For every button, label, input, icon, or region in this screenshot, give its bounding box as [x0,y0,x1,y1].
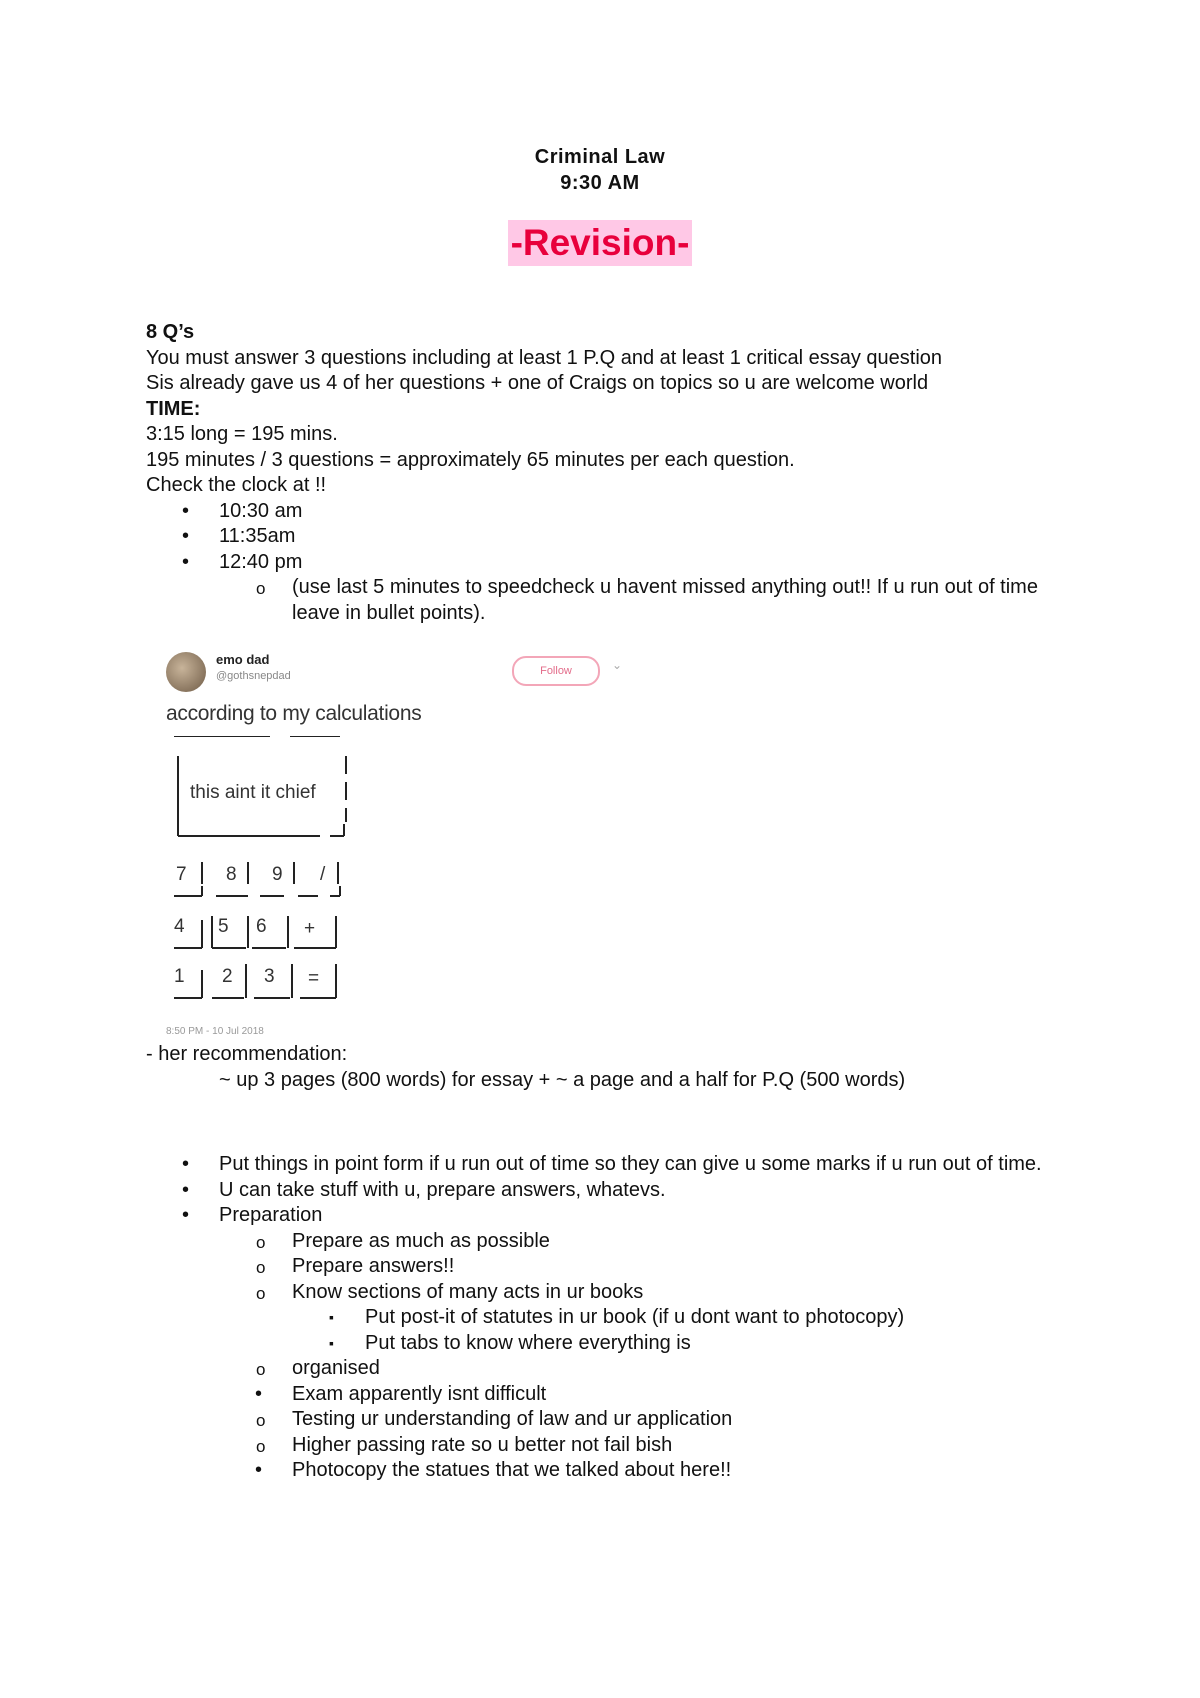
intro-line: 195 minutes / 3 questions = approximately 65 minutes per each question. [146,448,795,471]
notes-body [146,320,1086,626]
tweet-text: according to my calculations [166,702,422,725]
avatar [166,652,206,692]
tweet-author-name: emo dad [216,652,270,667]
key-label: 8 [226,864,237,885]
clock-list [146,499,1086,576]
list-item: • Put things in point form if u run out of time so they can give u some marks if u run out of time. [146,1152,1086,1178]
calculator-ascii-art [160,736,380,1016]
intro-line: 3:15 long = 195 mins. [146,423,338,445]
list-item: • Preparation [146,1203,1086,1229]
list-item: ▪ Put tabs to know where everything is [146,1331,1086,1357]
tweet-image [160,640,640,1042]
preparation-sublist-continued [146,1356,1086,1484]
key-label: 6 [256,916,267,937]
list-item: • 10:30 am [146,499,1086,525]
list-item: o Testing ur understanding of law and ur application [146,1407,1086,1433]
time-heading: TIME: [146,397,201,420]
list-item: o Higher passing rate so u better not fail bish [146,1433,1086,1459]
key-label: 5 [218,916,229,937]
list-item: o Prepare as much as possible [146,1229,1086,1255]
list-item: • 12:40 pm [146,550,1086,576]
key-label: 7 [176,864,187,885]
tweet-author-handle: @gothsnepdad [216,670,291,682]
key-label: + [304,918,316,939]
list-item: o Know sections of many acts in ur books [146,1280,1086,1306]
chevron-down-icon: ⌄ [612,658,623,672]
exam-time: 9:30 AM [560,172,640,194]
intro-line: Check the clock at !! [146,474,327,496]
key-label: 4 [174,916,185,937]
list-item: o (use last 5 minutes to speedcheck u havent missed anything out!! If u run out of time leave in bullet points). [146,575,1086,626]
course-title: Criminal Law [534,146,666,168]
notes-body-lower [146,1042,1086,1093]
list-item: ▪ Put post-it of statutes in ur book (if u dont want to photocopy) [146,1305,1086,1331]
preparation-sublist [146,1229,1086,1306]
acts-sublist [146,1305,1086,1356]
recommendation-detail: ~ up 3 pages (800 words) for essay + ~ a page and a half for P.Q (500 words) [219,1068,906,1091]
intro-line: Sis already gave us 4 of her questions + one of Craigs on topics so u are welcome world [146,372,929,394]
key-label: = [308,968,320,989]
key-label: 3 [264,966,275,987]
list-item: • Exam apparently isnt difficult [146,1382,1086,1408]
questions-heading: 8 Q’s [146,321,195,343]
tweet-timestamp: 8:50 PM - 10 Jul 2018 [166,1026,264,1037]
intro-line: You must answer 3 questions including at least 1 P.Q and at least 1 critical essay question [146,346,943,369]
key-label: / [320,864,326,885]
tips-section [146,1152,1086,1484]
key-label: 9 [272,864,283,885]
key-label: 1 [174,966,185,987]
recommendation-heading: - her recommendation: [146,1043,348,1065]
list-item: o organised [146,1356,1086,1382]
revision-heading: -Revision- [508,220,693,266]
follow-button: Follow [512,656,600,686]
list-item: • 11:35am [146,524,1086,550]
keypad [174,862,340,998]
tips-list [146,1152,1086,1229]
list-item: • Photocopy the statues that we talked about here!! [146,1458,1086,1484]
revision-heading-wrap [0,220,1200,266]
list-item: o Prepare answers!! [146,1254,1086,1280]
key-label: 2 [222,966,233,987]
box-text: this aint it chief [190,782,316,803]
clock-sublist [146,575,1086,626]
list-item: • U can take stuff with u, prepare answers, whatevs. [146,1178,1086,1204]
